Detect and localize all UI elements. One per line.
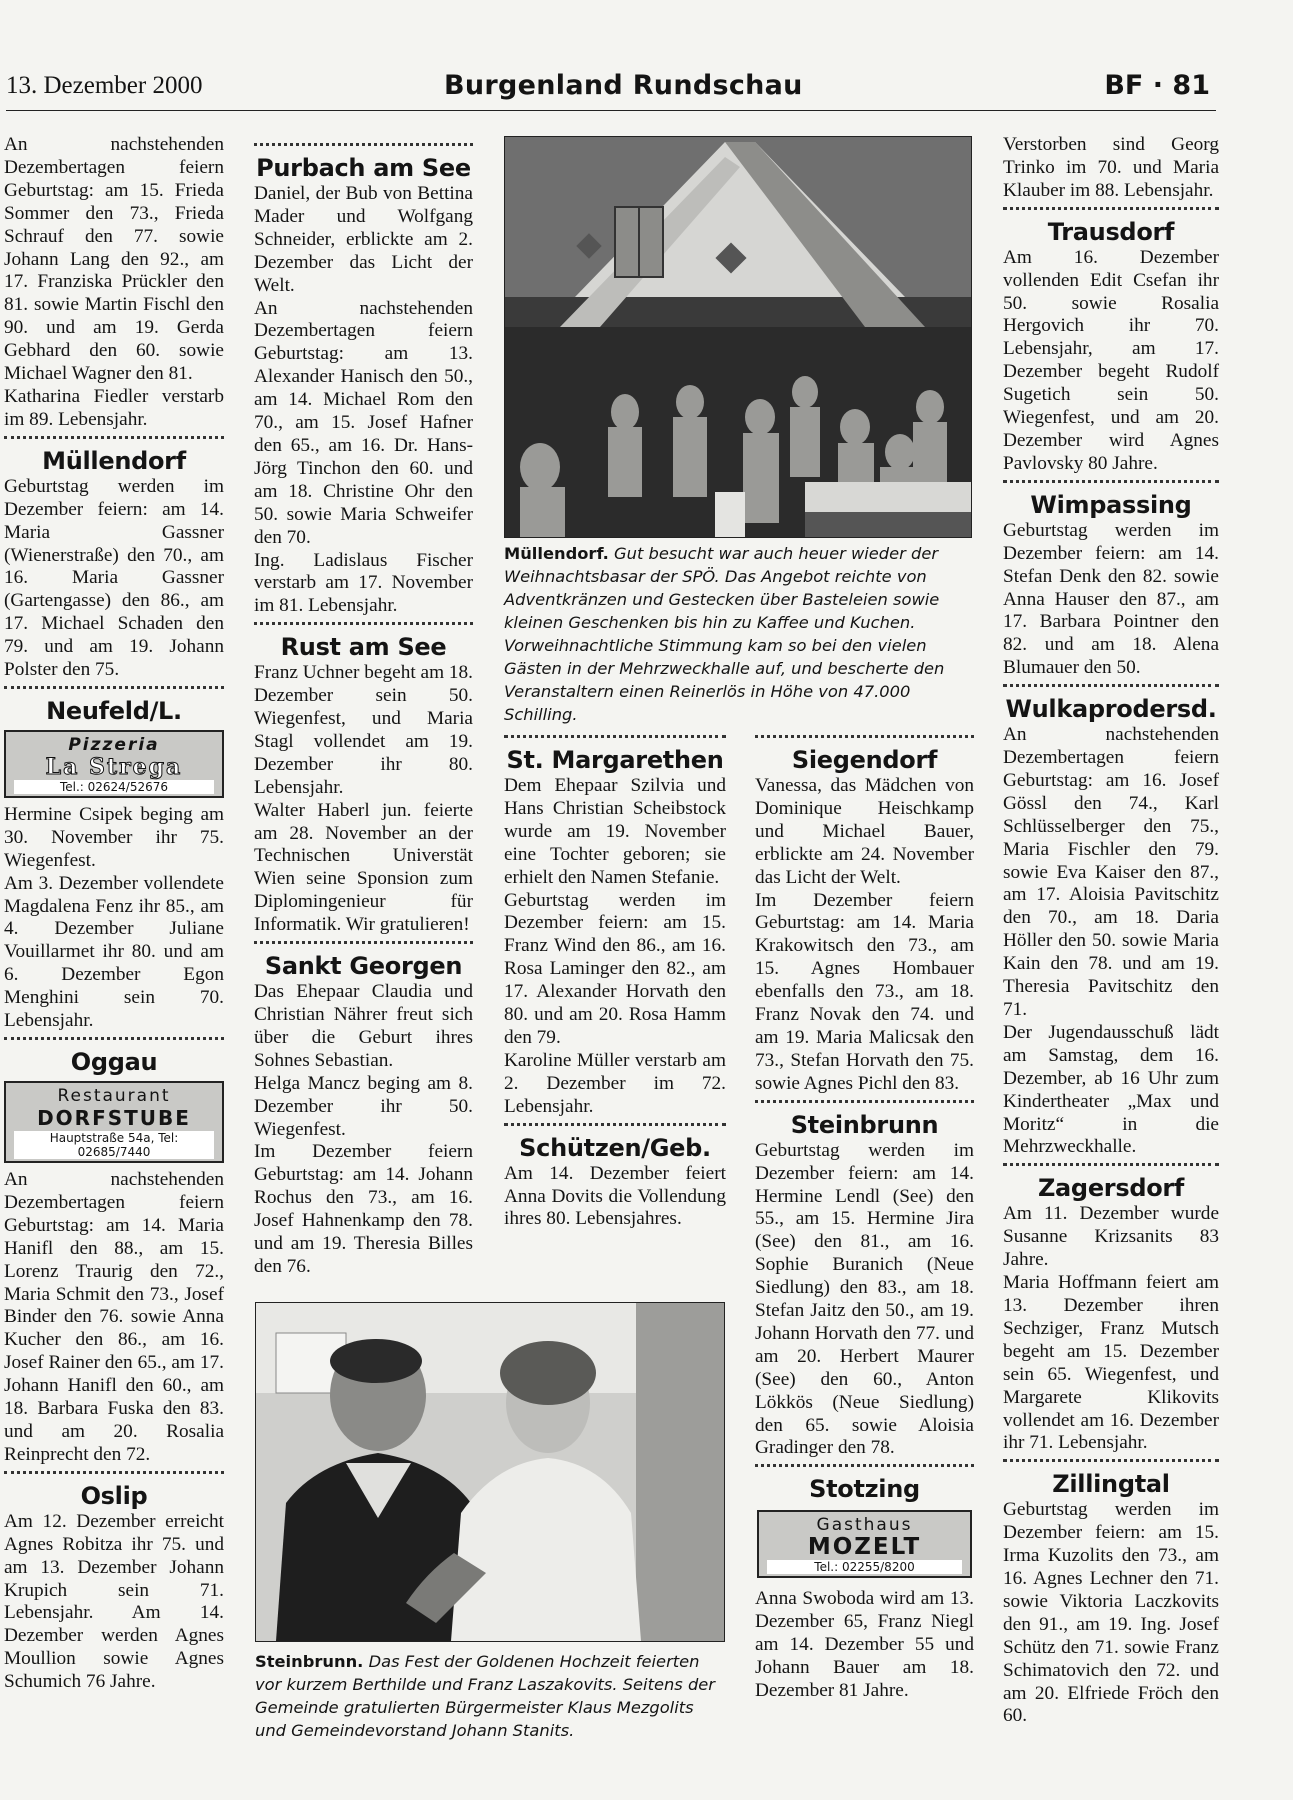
ad-line: MOZELT bbox=[807, 1534, 922, 1561]
ad-restaurant-dorfstube bbox=[4, 1081, 224, 1163]
muellendorf-text: Geburtstag werden im Dezember feiern: am 14. Maria Gassner (Wienerstraße) den 70., am 16. Maria Gassner (Gartengasse) den 86., am 17. Michael Schaden den 79. und am 19. Johann Polster den 75. bbox=[4, 475, 224, 681]
intro-text-2: Katharina Fiedler verstarb im 89. Lebensjahr. bbox=[4, 385, 224, 430]
divider bbox=[755, 1464, 974, 1473]
section-heading-steinbrunn: Steinbrunn bbox=[790, 1110, 939, 1139]
ad-phone: Tel.: 02255/8200 bbox=[767, 1560, 962, 1574]
divider bbox=[1003, 684, 1219, 693]
section-heading-siegendorf: Siegendorf bbox=[791, 746, 938, 774]
divider bbox=[4, 686, 224, 695]
column-1 bbox=[4, 134, 224, 1694]
georgen-text-3: Im Dezember feiern Geburtstag: am 14. Johann Rochus den 73., am 16. Josef Hahnenkamp den 78. und am 19. Theresia Billes den 76. bbox=[254, 1141, 473, 1277]
margarethen-text-3: Karoline Müller verstarb am 2. Dezember im 72. Lebensjahr. bbox=[504, 1049, 726, 1117]
section-heading-rust: Rust am See bbox=[280, 633, 447, 662]
couple-photo-image bbox=[256, 1303, 724, 1641]
margarethen-text-2: Geburtstag werden im Dezember feiern: am 15. Franz Wind den 86., am 16. Rosa Laminger den 82., am 17. Alexander Horvath den 80. und am 20. Rosa Hamm den 79. bbox=[504, 889, 726, 1048]
ad-phone: Tel.: 02624/52676 bbox=[14, 780, 214, 794]
wulka-text-2: Der Jugendausschuß lädt am Samstag, dem 16. Dezember, ab 16 Uhr zum Kindertheater „Max und Moritz“ in die Mehrzweckhalle. bbox=[1003, 1021, 1219, 1158]
column-5 bbox=[1003, 134, 1219, 1728]
schuetzen-text: Am 14. Dezember feiert Anna Dovits die Vollendung ihres 80. Lebensjahres. bbox=[504, 1162, 726, 1230]
caption-text: Gut besucht war auch heuer wieder der Weihnachtsbasar der SPÖ. Das Angebot reichte von Adventkränzen und Gestecken über Basteleien sowie kleinen Geschenken bis hin zu Kaffee und Kuchen. Vorweihnachtliche Stimmung kam so bei den vielen Gästen in der Mehrzweckhalle auf, und bescherte den Veranstaltern einen Reinerlös in Höhe von 47.000 Schilling. bbox=[504, 544, 945, 724]
purbach-text-3: Ing. Ladislaus Fischer verstarb am 17. November im 81. Lebensjahr. bbox=[254, 549, 473, 617]
divider bbox=[1003, 1459, 1219, 1468]
deaths-text: Verstorben sind Georg Trinko im 70. und Maria Klauber im 88. Lebensjahr. bbox=[1003, 134, 1219, 201]
margarethen-text: Dem Ehepaar Szilvia und Hans Christian Scheibstock wurde am 19. November eine Tochter geboren; sie erhielt den Namen Stefanie. bbox=[504, 775, 726, 888]
section-heading-wimpassing: Wimpassing bbox=[1030, 490, 1192, 519]
section-heading-st-margarethen: St. Margarethen bbox=[506, 746, 724, 774]
purbach-text: Daniel, der Bub von Bettina Mader und Wolfgang Schneider, erblickte am 2. Dezember das Licht der Welt. bbox=[254, 183, 473, 296]
ad-line: La Strega bbox=[45, 753, 183, 780]
newspaper-title: Burgenland Rundschau bbox=[444, 70, 803, 101]
section-heading-muellendorf: Müllendorf bbox=[42, 446, 186, 475]
rust-text: Franz Uchner begeht am 18. Dezember sein 50. Wiegenfest, und Maria Stagl vollendet am 19. Dezember ihr 80. Lebensjahr. bbox=[254, 662, 473, 798]
divider bbox=[4, 1471, 224, 1480]
ad-line: Gasthaus bbox=[816, 1515, 913, 1536]
divider bbox=[1003, 480, 1219, 489]
section-heading-stotzing: Stotzing bbox=[809, 1475, 920, 1504]
wulka-text: An nachstehenden Dezembertagen feiern Geburtstag: am 16. Josef Gössl den 74., Karl Schlüsselberger den 75., Maria Fischler den 79. sowie Eva Kaiser den 87., am 17. Aloisia Pavitschitz den 70., am 18. Daria Höller den 50. sowie Maria Kain den 78. und am 19. Theresia Pavitschitz den 71. bbox=[1003, 724, 1219, 1020]
zagersdorf-text-2: Maria Hoffmann feiert am 13. Dezember ihren Sechziger, Franz Mutsch begeht am 15. Dezember sein 65. Wiegenfest, und Margarete Klikovits vollendet am 16. Dezember ihr 71. Lebensjahr. bbox=[1003, 1272, 1219, 1454]
oslip-text: Am 12. Dezember erreicht Agnes Robitza ihr 75. und am 13. Dezember Johann Krupich sein 71. Lebensjahr. Am 14. Dezember werden Agnes Moullion sowie Agnes Schumich 76 Jahre. bbox=[4, 1510, 224, 1693]
section-heading-zillingtal: Zillingtal bbox=[1052, 1470, 1170, 1499]
divider bbox=[4, 1037, 224, 1046]
caption-place: Müllendorf. bbox=[504, 544, 609, 563]
divider bbox=[755, 1100, 974, 1109]
section-heading-oslip: Oslip bbox=[80, 1481, 148, 1510]
ad-line: Pizzeria bbox=[68, 734, 160, 755]
ad-pizzeria-la-strega bbox=[4, 730, 224, 798]
section-heading-zagersdorf: Zagersdorf bbox=[1037, 1174, 1185, 1203]
section-heading-schuetzen: Schützen/Geb. bbox=[519, 1133, 711, 1162]
georgen-text: Das Ehepaar Claudia und Christian Nährer freut sich über die Geburt ihres Sohnes Sebastian. bbox=[254, 981, 473, 1071]
georgen-text-2: Helga Mancz beging am 8. Dezember ihr 50. Wiegenfest. bbox=[254, 1072, 473, 1140]
page-number: BF · 81 bbox=[1104, 70, 1210, 101]
divider bbox=[1003, 1163, 1219, 1172]
purbach-text-2: An nachstehenden Dezembertagen feiern Geburtstag: am 13. Alexander Hanisch den 50., am 14. Michael Rom den 70., am 15. Josef Hafner den 65., am 16. Dr. Hans-Jörg Tinchon den 60. und am 18. Christine Ohr den 50. sowie Maria Schweifer den 70. bbox=[254, 297, 473, 548]
page-header bbox=[6, 72, 1216, 111]
photo-muellendorf-caption bbox=[504, 542, 972, 726]
section-heading-oggau: Oggau bbox=[70, 1048, 158, 1076]
ad-address: Hauptstraße 54a, Tel: 02685/7440 bbox=[14, 1131, 214, 1159]
divider bbox=[4, 436, 224, 445]
column-4 bbox=[755, 731, 974, 1703]
wimpassing-text: Geburtstag werden im Dezember feiern: am 14. Stefan Denk den 82. sowie Anna Hauser den 87., am 17. Barbara Pointner den 82. und am 18. Alena Blumauer den 50. bbox=[1003, 519, 1219, 679]
photo-steinbrunn-couple bbox=[255, 1302, 725, 1642]
divider bbox=[504, 1123, 726, 1132]
neufeld-text: Hermine Csipek beging am 30. November ihr 75. Wiegenfest. bbox=[4, 803, 224, 871]
section-heading-wulkaprodersdorf: Wulkaprodersd. bbox=[1005, 695, 1217, 724]
section-heading-trausdorf: Trausdorf bbox=[1047, 217, 1175, 246]
caption-text: Das Fest der Goldenen Hochzeit feierten vor kurzem Berthilde und Franz Laszakovits. Seitens der Gemeinde gratulierten Bürgermeister Klaus Mezgolits und Gemeindevorstand Johann Stanits. bbox=[255, 1652, 716, 1740]
siegendorf-text: Vanessa, das Mädchen von Dominique Heischkamp und Michael Bauer, erblickte am 24. November das Licht der Welt. bbox=[755, 775, 974, 888]
neufeld-text-2: Am 3. Dezember vollendete Magdalena Fenz ihr 85., am 4. Dezember Juliane Vouillarmet ihr 80. und am 6. Dezember Egon Menghini sein 70. Lebensjahr. bbox=[4, 872, 224, 1032]
issue-date: 13. Dezember 2000 bbox=[6, 72, 203, 99]
section-heading-sankt-georgen: Sankt Georgen bbox=[264, 952, 463, 981]
photo-muellendorf-basar bbox=[504, 136, 972, 538]
photo-steinbrunn-caption bbox=[255, 1650, 727, 1742]
trausdorf-text: Am 16. Dezember vollenden Edit Csefan ihr 50. sowie Rosalia Hergovich ihr 70. Lebensjahr, am 17. Dezember begeht Rudolf Sugetich sein 50. Wiegenfest, und am 20. Dezember wird Agnes Pavlovsky 80 Jahre. bbox=[1003, 246, 1219, 474]
divider bbox=[755, 735, 974, 744]
section-heading-neufeld: Neufeld/L. bbox=[46, 696, 182, 725]
caption-place: Steinbrunn. bbox=[255, 1652, 364, 1671]
divider bbox=[504, 735, 726, 744]
ad-line: DORFSTUBE bbox=[37, 1106, 191, 1130]
zagersdorf-text: Am 11. Dezember wurde Susanne Krizsanits 83 Jahre. bbox=[1003, 1203, 1219, 1271]
oggau-text: An nachstehenden Dezembertagen feiern Geburtstag: am 14. Maria Hanifl den 88., am 15. Lorenz Traurig den 72., Maria Schmit den 73., Josef Binder den 76. sowie Anna Kucher den 86., am 16. Josef Rainer den 65., am 17. Johann Hanifl den 60., am 18. Barbara Fuska den 83. und am 20. Rosalia Reinprecht den 72. bbox=[4, 1169, 224, 1465]
zillingtal-text: Geburtstag werden im Dezember feiern: am 15. Irma Kuzolits den 73., am 16. Agnes Lechner den 71. sowie Viktoria Laczkovits den 91., am 19. Ing. Josef Schütz den 71. sowie Franz Schimatovich den 72. und am 20. Elfriede Fröch den 60. bbox=[1003, 1499, 1219, 1727]
rust-text-2: Walter Haberl jun. feierte am 28. November an der Technischen Universtät Wien seine Sponsion zum Diplomingenieur für Informatik. Wir gratulieren! bbox=[254, 799, 473, 936]
column-2 bbox=[254, 134, 473, 1279]
divider bbox=[1003, 207, 1219, 216]
ad-gasthaus-mozelt bbox=[757, 1510, 972, 1578]
siegendorf-text-2: Im Dezember feiern Geburtstag: am 14. Maria Krakowitsch den 73., am 15. Agnes Hombauer ebenfalls den 73., am 18. Franz Novak den 74. und am 19. Maria Malicsak den 73., Stefan Horvath den 75. sowie Agnes Pichl den 83. bbox=[755, 889, 974, 1094]
bazaar-photo-image bbox=[505, 137, 971, 537]
divider bbox=[254, 941, 473, 950]
ad-line: Restaurant bbox=[57, 1086, 171, 1106]
divider bbox=[254, 622, 473, 631]
stotzing-text: Anna Swoboda wird am 13. Dezember 65, Franz Niegl am 14. Dezember 55 und Johann Bauer am 18. Dezember 81 Jahre. bbox=[755, 1588, 974, 1701]
column-3 bbox=[504, 731, 726, 1231]
divider bbox=[254, 143, 473, 152]
intro-text: An nachstehenden Dezembertagen feiern Geburtstag: am 15. Frieda Sommer den 73., Frieda Schrauf den 77. sowie Johann Lang den 92., am 17. Franziska Prückler den 81. sowie Martin Fischl den 90. und am 19. Gerda Gebhard den 60. sowie Michael Wagner den 81. bbox=[4, 134, 224, 385]
steinbrunn-text: Geburtstag werden im Dezember feiern: am 14. Hermine Lendl (See) den 55., am 15. Hermine Jira (See) den 81., am 16. Sophie Buranich (Neue Siedlung) den 83., am 18. Stefan Jaitz den 50., am 19. Johann Horvath den 77. und am 20. Herbert Maurer (See) den 60., Anton Lökkös (Neue Siedlung) den 65. sowie Aloisia Gradinger den 78. bbox=[755, 1139, 974, 1459]
section-heading-purbach: Purbach am See bbox=[256, 154, 471, 182]
